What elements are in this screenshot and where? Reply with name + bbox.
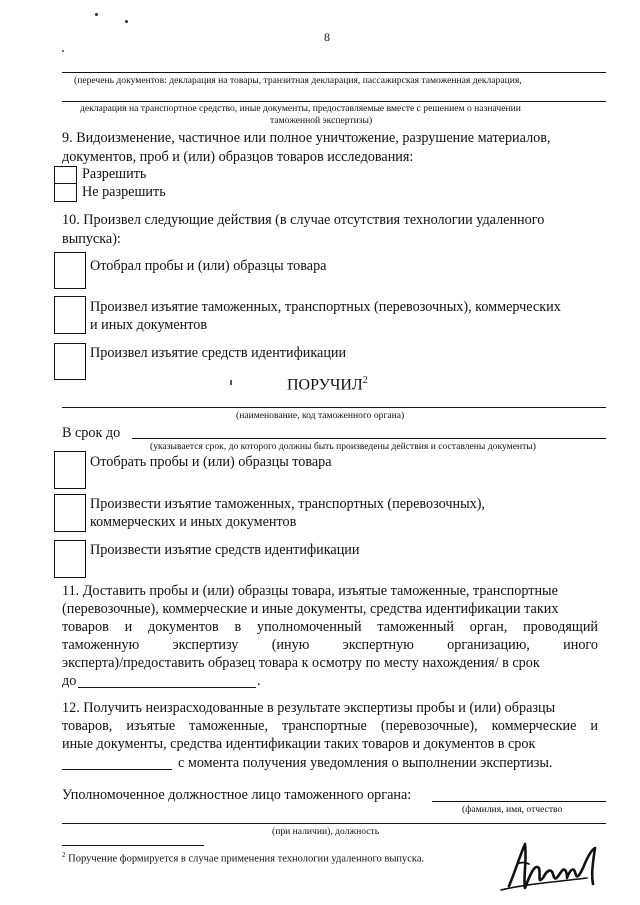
official-caption-1: (фамилия, имя, отчество (462, 804, 563, 815)
checkbox-deny[interactable] (54, 183, 77, 202)
scan-speck (95, 13, 98, 16)
deadline-field[interactable] (132, 438, 606, 439)
instructed-footnote-ref: 2 (362, 375, 368, 386)
official-position-field[interactable] (62, 823, 606, 824)
deadline-label: В срок до (62, 425, 121, 441)
customs-authority-field[interactable] (62, 407, 606, 408)
item10-option2-line2: и иных документов (90, 317, 208, 333)
header-caption-2b: таможенной экспертизы) (270, 115, 373, 126)
item10-text-line1: 10. Произвел следующие действия (в случае отсутствия технологии удаленного (62, 212, 545, 228)
item12-text-line3: иные документы, средства идентификации таких товаров и документов в срок (62, 736, 536, 752)
item11-text-line2: (перевозочные), коммерческие и иные документы, средства идентификации таких (62, 601, 559, 617)
checkbox-seize-documents[interactable] (54, 494, 86, 532)
item12-text-line1: 12. Получить неизрасходованные в результате экспертизы пробы и (или) образцы (62, 700, 556, 716)
option-deny-label: Не разрешить (82, 184, 166, 200)
customs-authority-caption: (наименование, код таможенного органа) (236, 410, 405, 421)
item9-text-line1: 9. Видоизменение, частичное или полное уничтожение, разрушение материалов, (62, 130, 551, 146)
scan-speck (62, 50, 64, 52)
footnote-mark: 2 (62, 851, 66, 859)
item10-option3-label: Произвел изъятие средств идентификации (90, 345, 347, 361)
item12-text-line4: с момента получения уведомления о выполнении экспертизы. (178, 755, 553, 771)
checkbox-seized-documents[interactable] (54, 296, 86, 334)
item12-deadline-field[interactable] (62, 769, 172, 770)
instructed-option2-line1: Произвести изъятие таможенных, транспортных (перевозочных), (90, 496, 485, 512)
item10-text-line2: выпуска): (62, 231, 121, 247)
item11-text-line4: таможенную экспертизу (иную экспертную организацию, иного (62, 637, 598, 653)
checkbox-seize-identification[interactable] (54, 540, 86, 578)
item9-text-line2: документов, проб и (или) образцов товаров исследования: (62, 149, 414, 165)
footnote-divider (62, 845, 204, 846)
scan-speck (230, 380, 232, 385)
instructed-heading-text: ПОРУЧИЛ (287, 376, 363, 394)
official-name-field[interactable] (432, 801, 606, 802)
deadline-caption: (указывается срок, до которого должны быть произведены действия и составлены документы) (150, 441, 536, 452)
checkbox-take-samples[interactable] (54, 451, 86, 489)
header-field-line-2[interactable] (62, 101, 606, 102)
header-field-line[interactable] (62, 72, 606, 73)
item11-text-line3: товаров и документов в уполномоченный таможенный орган, проводящий (62, 619, 598, 635)
page-number: 8 (324, 30, 330, 44)
official-label: Уполномоченное должностное лицо таможенного органа: (62, 787, 412, 803)
instructed-option3-label: Произвести изъятие средств идентификации (90, 542, 360, 558)
header-caption-2a: декларация на транспортное средство, иные документы, предоставляемые вместе с решением о назначении (80, 103, 521, 114)
item11-deadline-field[interactable] (78, 687, 256, 688)
instructed-option1-label: Отобрать пробы и (или) образцы товара (90, 454, 332, 470)
checkbox-seized-identification[interactable] (54, 343, 86, 380)
checkbox-took-samples[interactable] (54, 252, 86, 289)
instructed-heading (287, 375, 368, 394)
item11-deadline-prefix: до (62, 673, 77, 689)
option-allow-label: Разрешить (82, 166, 147, 182)
item11-text-line5: эксперта)/предоставить образец товара к осмотру по месту нахождения/ в срок (62, 655, 540, 671)
item12-text-line2: товаров, изъятые таможенные, транспортные (перевозочные), коммерческие и (62, 718, 598, 734)
item11-deadline-suffix: . (257, 673, 261, 689)
instructed-option2-line2: коммерческих и иных документов (90, 514, 297, 530)
header-caption-1: (перечень документов: декларация на товары, транзитная декларация, пассажирская таможенная декларация, (74, 75, 522, 86)
official-caption-2: (при наличии), должность (272, 826, 380, 837)
item10-option1-label: Отобрал пробы и (или) образцы товара (90, 258, 327, 274)
scan-speck (125, 20, 128, 23)
footnote (62, 851, 424, 865)
footnote-text: Поручение формируется в случае применения технологии удаленного выпуска. (68, 853, 425, 865)
item10-option2-line1: Произвел изъятие таможенных, транспортных (перевозочных), коммерческих (90, 299, 561, 315)
item11-text-line1: 11. Доставить пробы и (или) образцы товара, изъятые таможенные, транспортные (62, 583, 558, 599)
handwritten-signature (495, 828, 615, 898)
